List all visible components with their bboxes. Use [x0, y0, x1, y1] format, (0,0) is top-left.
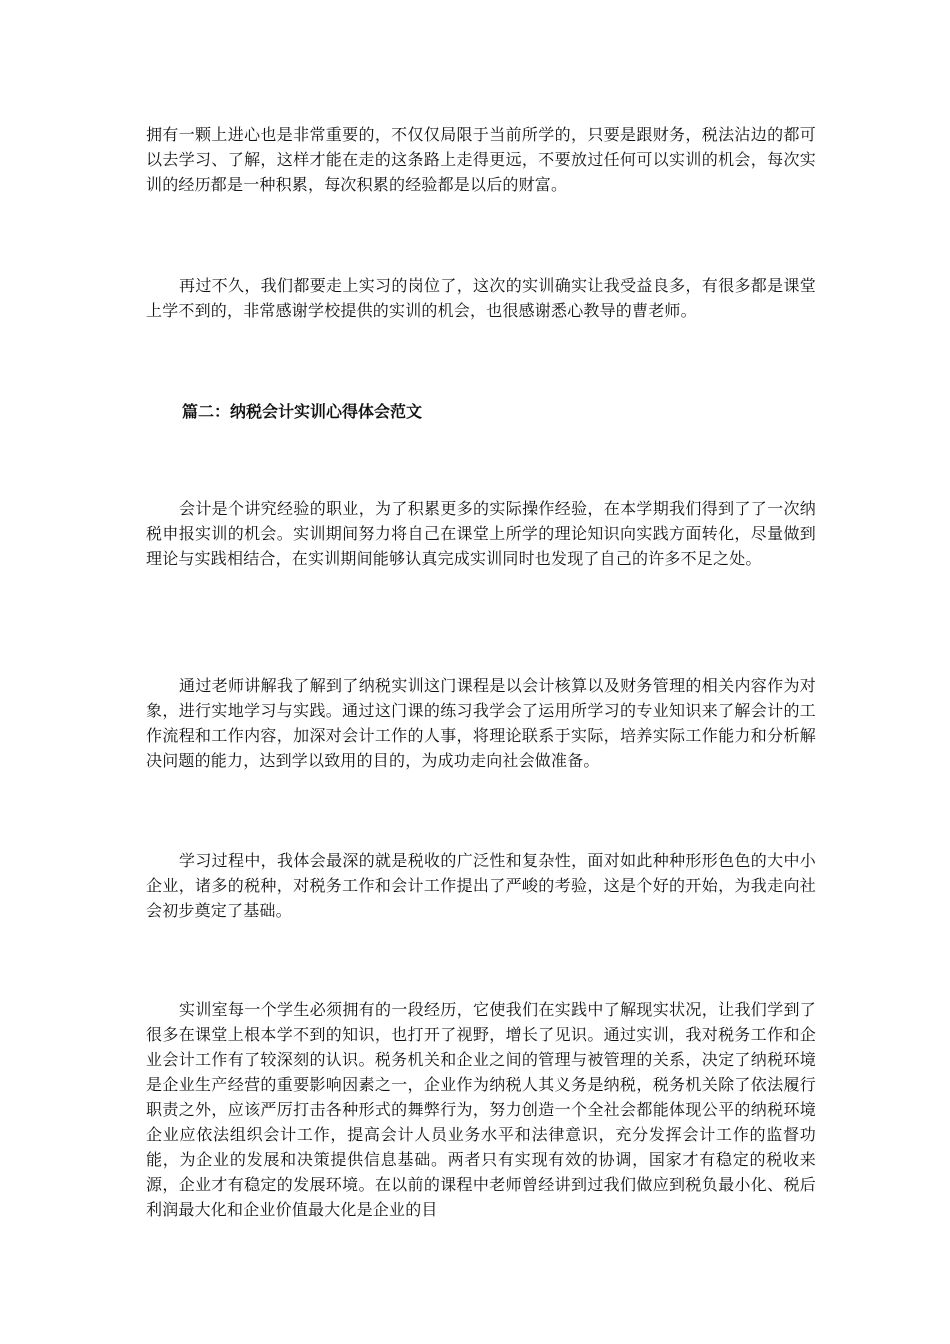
- section-heading: 篇二：纳税会计实训心得体会范文: [182, 402, 423, 421]
- paragraph-learning-process: 学习过程中，我体会最深的就是税收的广泛性和复杂性，面对如此种种形形色色的大中小企业，诸多的税种，对税务工作和会计工作提出了严峻的考验，这是个好的开始，为我走向社会初步奠定了基础。: [146, 851, 816, 920]
- paragraph-course-content: 通过老师讲解我了解到了纳税实训这门课程是以会计核算以及财务管理的相关内容作为对象，进行实地学习与实践。通过这门课的练习我学会了运用所学习的专业知识来了解会计的工作流程和工作内容，加深对会计工作的人事，将理论联系于实际，培养实际工作能力和分析解决问题的能力，达到学以致用的目的，为成功走向社会做准备。: [146, 676, 816, 770]
- paragraph-training-room: 实训室每一个学生必须拥有的一段经历，它使我们在实践中了解现实状况，让我们学到了很多在课堂上根本学不到的知识，也打开了视野，增长了见识。通过实训，我对税务工作和企业会计工作有了较深刻的认识。税务机关和企业之间的管理与被管理的关系，决定了纳税环境是企业生产经营的重要影响因素之一，企业作为纳税人其义务是纳税，税务机关除了依法履行职责之外，应该严厉打击各种形式的舞弊行为，努力创造一个全社会都能体现公平的纳税环境企业应依法组织会计工作，提高会计人员业务水平和法律意识，充分发挥会计工作的监督功能，为企业的发展和决策提供信息基础。两者只有实现有效的协调，国家才有稳定的税收来源，企业才有稳定的发展环境。在以前的课程中老师曾经讲到过我们做应到税负最小化、税后利润最大化和企业价值最大化是企业的目: [146, 1000, 816, 1219]
- paragraph-gratitude: 再过不久，我们都要走上实习的岗位了，这次的实训确实让我受益良多，有很多都是课堂上学不到的，非常感谢学校提供的实训的机会，也很感谢悉心教导的曹老师。: [146, 276, 816, 320]
- paragraph-ambition: 拥有一颗上进心也是非常重要的，不仅仅局限于当前所学的，只要是跟财务，税法沾边的都可以去学习、了解，这样才能在走的这条路上走得更远，不要放过任何可以实训的机会，每次实训的经历都是一种积累，每次积累的经验都是以后的财富。: [146, 125, 816, 194]
- paragraph-accounting-experience: 会计是个讲究经验的职业，为了积累更多的实际操作经验，在本学期我们得到了了一次纳税申报实训的机会。实训期间努力将自己在课堂上所学的理论知识向实践方面转化，尽量做到理论与实践相结合，在实训期间能够认真完成实训同时也发现了自己的许多不足之处。: [146, 499, 816, 568]
